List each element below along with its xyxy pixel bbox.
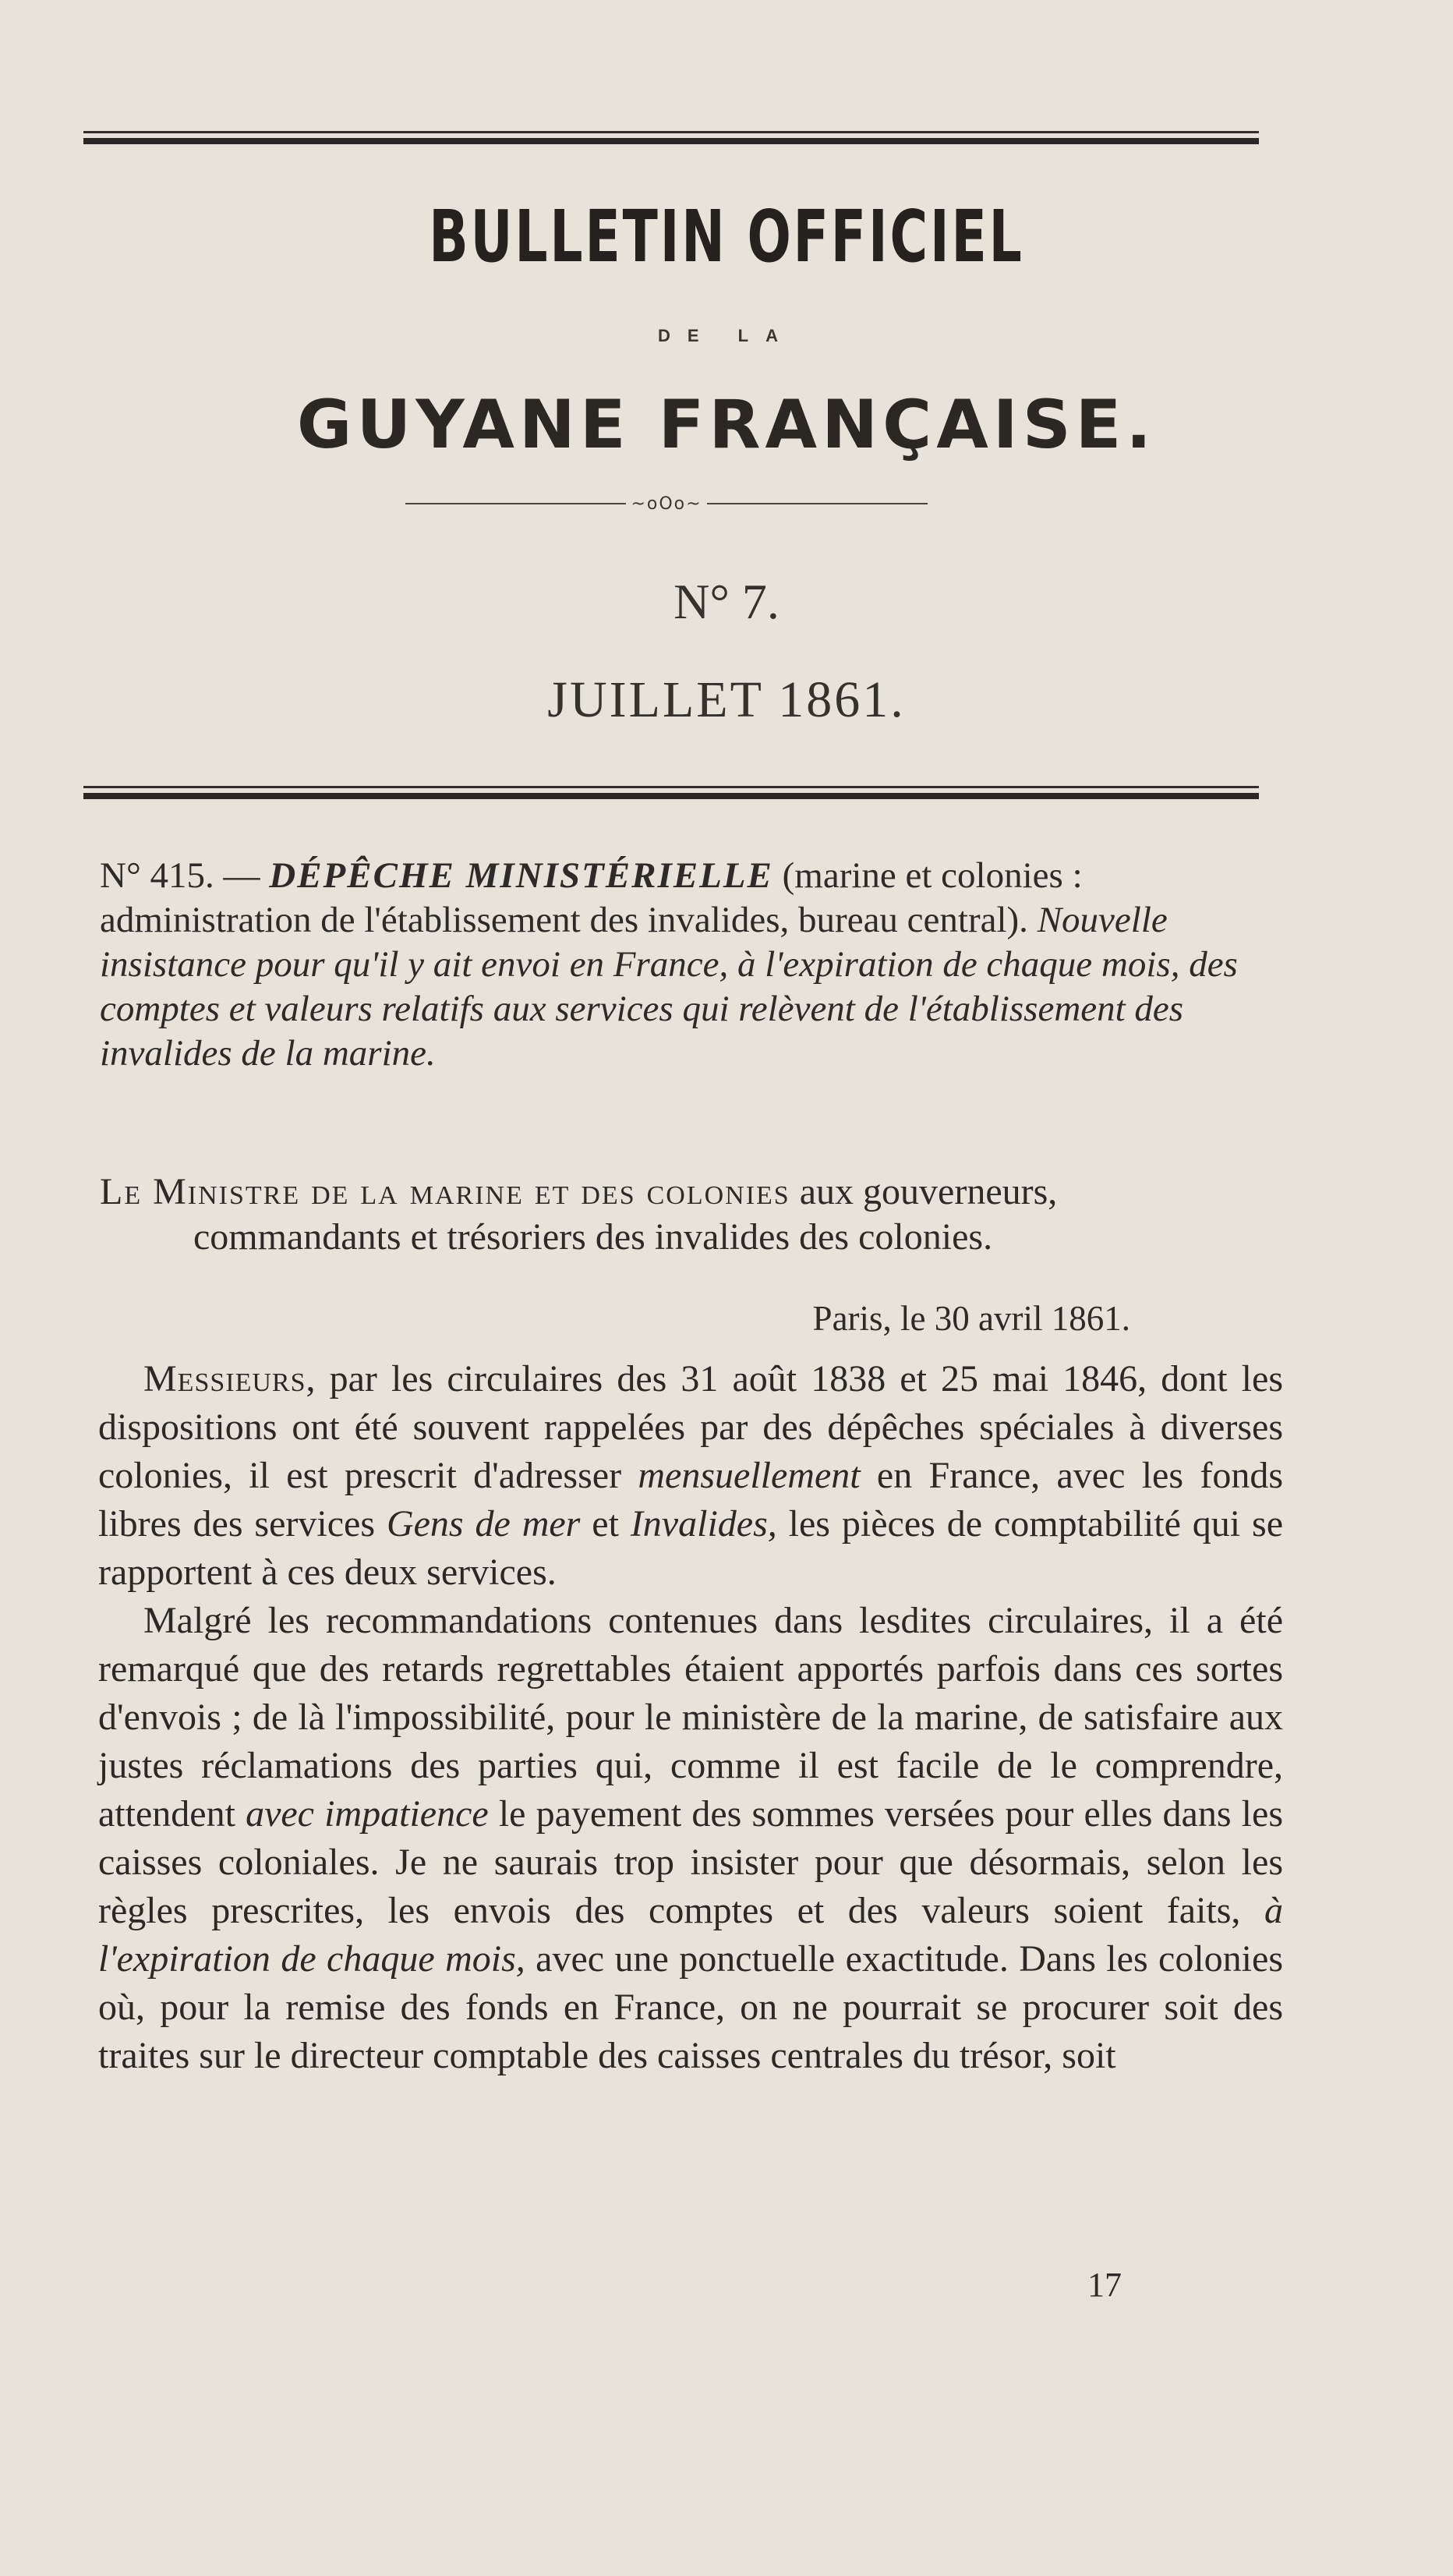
ornament-divider	[405, 494, 928, 514]
p2-italic-2: à l'expiration de chaque mois,	[98, 1890, 1283, 1980]
section-rule	[83, 786, 1259, 799]
p1-italic-1: mensuellement	[638, 1455, 861, 1496]
entry-dash: —	[214, 855, 270, 896]
p1-italic-3: Invalides,	[630, 1503, 777, 1545]
address-line	[100, 1169, 1281, 1260]
p2-italic-1: avec impatience	[246, 1793, 489, 1835]
p1-text-d: les pièces de comptabilité qui se rapportent à ces deux services.	[98, 1503, 1284, 1593]
salutation: Messieurs	[143, 1358, 306, 1399]
paragraph-1	[98, 1355, 1283, 1597]
masthead-title: BULLETIN OFFICIEL	[429, 195, 1024, 278]
entry-number: N° 415.	[100, 855, 214, 896]
letter-body	[98, 1355, 1283, 2080]
p2-text-b: le payement des sommes versées pour elles dans les caisses coloniales. Je ne saurais trop insister pour que désormais, selon les règles prescrites, les envois des comptes et des valeurs soient faits,	[98, 1793, 1283, 1931]
p2-text-a: Malgré les recommandations contenues dans lesdites circulaires, il a été remarqué que des retards regrettables étaient apportés parfois dans ces sortes d'envois ; de là l'impossibilité, pour le ministère de la marine, de satisfaire aux justes réclamations des parties qui, comme il est facile de le comprendre, attendent	[98, 1600, 1283, 1835]
entry-subject: (marine et colonies : administration de l'établissement des invalides, bureau central).	[100, 855, 1083, 940]
p1-text-c: et	[580, 1503, 631, 1545]
top-rule	[83, 131, 1259, 144]
entry-title: DÉPÊCHE MINISTÉRIELLE	[269, 855, 773, 896]
p1-text-b: en France, avec les fonds libres des services	[98, 1455, 1284, 1545]
page-number: 17	[1087, 2266, 1122, 2304]
entry-summary: Nouvelle insistance pour qu'il y ait envoi en France, à l'expiration de chaque mois, des comptes et valeurs relatifs aux services qui relèvent de l'établissement des invalides de la marine.	[100, 900, 1238, 1074]
issue-date: JUILLET 1861.	[547, 671, 906, 728]
masthead-connector: DE LA	[658, 326, 795, 345]
masthead-territory: GUYANE FRANÇAISE.	[296, 386, 1157, 464]
p1-text-a: , par les circulaires des 31 août 1838 et 25 mai 1846, dont les dispositions ont été souvent rappelées par des dépêches spéciales à diverses colonies, il est prescrit d'adresser	[98, 1358, 1283, 1496]
recipients-continued: commandants et trésoriers des invalides des colonies.	[193, 1216, 993, 1258]
issue-number: N° 7.	[673, 574, 780, 629]
sender: Le Ministre de la marine et des colonies	[100, 1171, 790, 1212]
dateline: Paris, le 30 avril 1861.	[812, 1299, 1130, 1338]
p2-text-c: avec une ponctuelle exactitude. Dans les colonies où, pour la remise des fonds en France, on ne pourrait se procurer soit des traites sur le directeur comptable des caisses centrales du trésor, soit	[98, 1938, 1284, 2076]
recipients: aux gouverneurs,	[790, 1171, 1058, 1212]
ornament-glyph: ~oOo~	[631, 494, 702, 514]
entry-heading	[100, 854, 1281, 1076]
paragraph-2	[98, 1597, 1283, 2080]
p1-italic-2: Gens de mer	[386, 1503, 581, 1545]
